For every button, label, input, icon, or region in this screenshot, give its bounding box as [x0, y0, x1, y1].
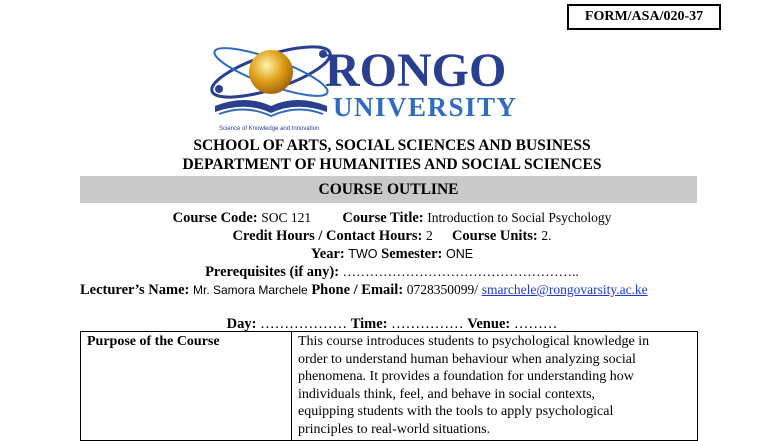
course-title-value: Introduction to Social Psychology — [427, 210, 612, 225]
day-label: Day: — [226, 316, 257, 332]
purpose-line: equipping students with the tools to apply psychological — [298, 404, 614, 419]
time-label: Time: — [350, 316, 388, 332]
venue-value: ……… — [513, 316, 558, 332]
school-heading: SCHOOL OF ARTS, SOCIAL SCIENCES AND BUSINESS — [193, 137, 591, 154]
lecturer-phone: 0728350099/ — [406, 282, 479, 297]
logo-name-bottom: UNIVERSITY — [333, 92, 518, 122]
course-code-title-row — [0, 209, 784, 227]
venue-label: Venue: — [467, 316, 511, 332]
credit-hours-label: Credit Hours / Contact Hours: — [232, 228, 423, 244]
credit-units-row — [0, 227, 784, 245]
purpose-text — [292, 332, 698, 441]
purpose-line: individuals think, feel, and behave in social contexts, — [298, 386, 596, 402]
lecturer-name: Mr. Samora Marchele — [193, 283, 308, 297]
course-code-label: Course Code: — [172, 210, 258, 226]
course-outline-banner: COURSE OUTLINE — [80, 176, 697, 203]
lecturer-email-link[interactable]: smarchele@rongovarsity.ac.ke — [481, 282, 648, 297]
purpose-row — [81, 332, 698, 441]
time-value: …………… — [391, 316, 464, 332]
contact-label: Phone / Email: — [311, 282, 404, 298]
year-semester-row — [0, 245, 784, 263]
purpose-label: Purpose of the Course — [81, 332, 292, 441]
semester-label: Semester: — [381, 246, 443, 262]
form-code-box: FORM/ASA/020-37 — [567, 4, 721, 30]
credit-hours-value: 2 — [425, 228, 433, 243]
year-label: Year: — [310, 246, 345, 262]
rongo-university-logo — [205, 34, 565, 134]
day-value: ……………… — [260, 316, 348, 332]
purpose-line: order to understand human behaviour when analyzing social — [298, 351, 636, 367]
prerequisites-row — [0, 263, 784, 281]
lecturer-label: Lecturer’s Name: — [80, 282, 190, 298]
department-heading: DEPARTMENT OF HUMANITIES AND SOCIAL SCIENCES — [182, 156, 602, 173]
purpose-line: This course introduces students to psychological knowledge in — [298, 334, 650, 349]
prerequisites-value: …………………………………………….. — [342, 264, 579, 279]
lecturer-row — [80, 281, 648, 299]
course-units-value: 2. — [541, 228, 552, 243]
course-code-value: SOC 121 — [261, 210, 312, 225]
logo-tagline: Science of Knowledge and Innovation — [219, 126, 320, 132]
course-title-label: Course Title: — [342, 210, 424, 226]
purpose-line: principles to real-world situations. — [298, 421, 491, 437]
prerequisites-label: Prerequisites (if any): — [205, 264, 340, 280]
semester-value: ONE — [445, 247, 474, 261]
logo-name-top: RONGO — [325, 44, 507, 97]
purpose-line: phenomena. It provides a foundation for understanding how — [298, 369, 634, 384]
year-value: TWO — [348, 247, 378, 261]
course-units-label: Course Units: — [451, 228, 538, 244]
purpose-table — [80, 331, 698, 441]
